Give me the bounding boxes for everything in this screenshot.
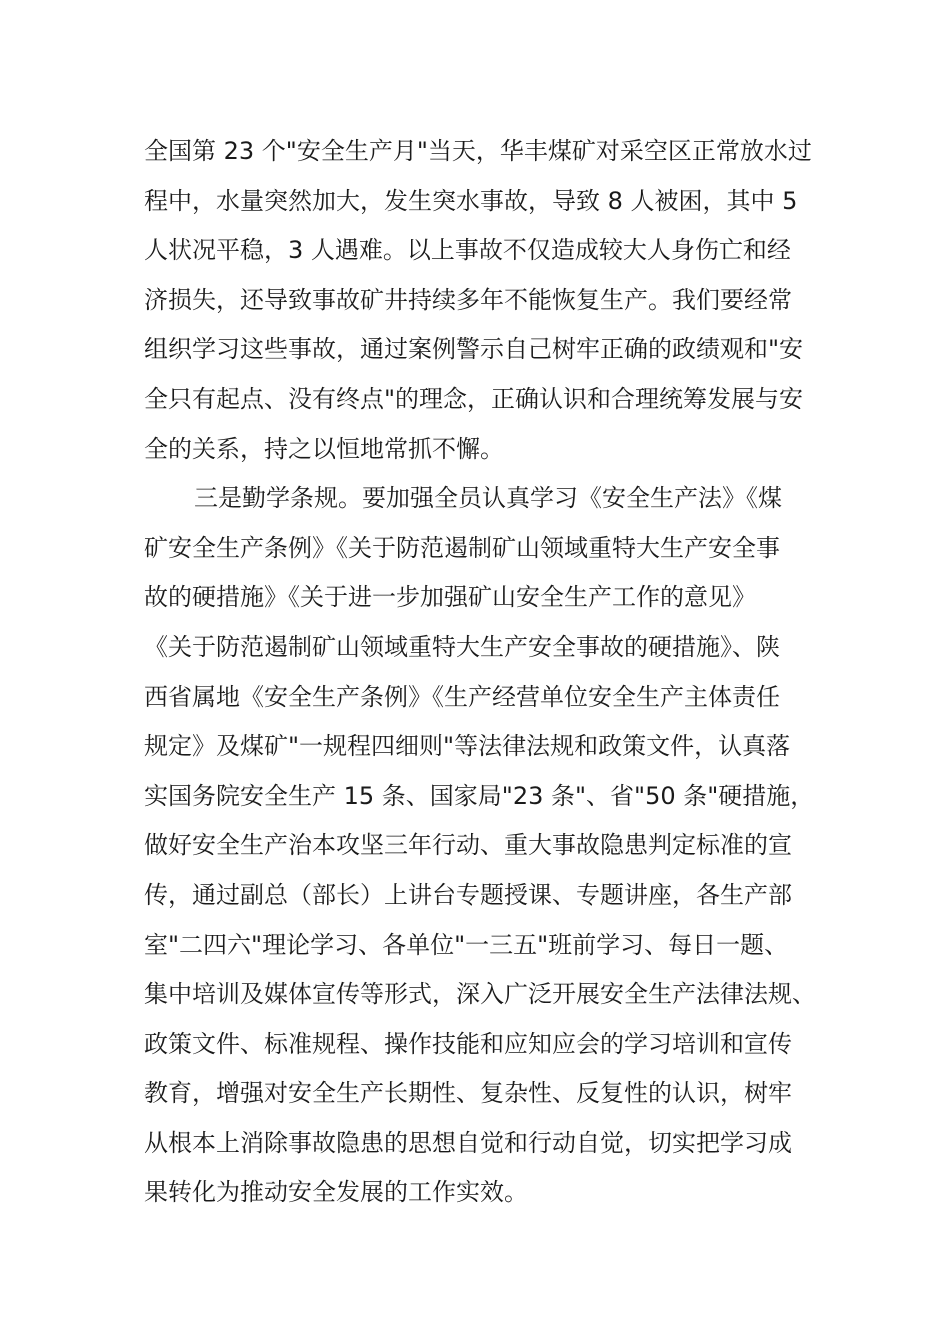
paragraph-1 — [144, 127, 844, 474]
paragraph-1-line-6: 全只有起点、没有终点"的理念，正确认识和合理统筹发展与安 — [144, 384, 804, 413]
paragraph-2-line-1: 三是勤学条规。要加强全员认真学习《安全生产法》《煤 — [194, 484, 782, 513]
paragraph-2-line-5: 西省属地《安全生产条例》《生产经营单位安全生产主体责任 — [144, 682, 780, 711]
paragraph-2 — [144, 474, 844, 1218]
paragraph-1-line-5: 组织学习这些事故，通过案例警示自己树牢正确的政绩观和"安 — [144, 335, 804, 364]
paragraph-1-line-1: 全国第 23 个"安全生产月"当天，华丰煤矿对采空区正常放水过 — [144, 137, 812, 165]
paragraph-2-line-13: 教育，增强对安全生产长期性、复杂性、反复性的认识，树牢 — [144, 1079, 792, 1108]
paragraph-1-line-3: 人状况平稳，3 人遇难。以上事故不仅造成较大人身伤亡和经 — [144, 236, 791, 265]
paragraph-2-line-3: 故的硬措施》《关于进一步加强矿山安全生产工作的意见》 — [144, 583, 756, 612]
paragraph-2-line-2: 矿安全生产条例》《关于防范遏制矿山领域重特大生产安全事 — [144, 533, 780, 562]
paragraph-2-line-15: 果转化为推动安全发展的工作实效。 — [144, 1178, 528, 1207]
paragraph-1-line-2: 程中，水量突然加大，发生突水事故，导致 8 人被困，其中 5 — [144, 186, 798, 215]
paragraph-2-line-6: 规定》及煤矿"一规程四细则"等法律法规和政策文件，认真落 — [144, 732, 791, 761]
paragraph-2-line-10: 室"二四六"理论学习、各单位"一三五"班前学习、每日一题、 — [144, 930, 789, 959]
paragraph-2-line-7: 实国务院安全生产 15 条、国家局"23 条"、省"50 条"硬措施， — [144, 781, 815, 810]
paragraph-2-line-12: 政策文件、标准规程、操作技能和应知应会的学习培训和宣传 — [144, 1029, 792, 1058]
paragraph-2-line-8: 做好安全生产治本攻坚三年行动、重大事故隐患判定标准的宣 — [144, 831, 792, 860]
paragraph-1-line-7: 全的关系，持之以恒地常抓不懈。 — [144, 434, 504, 463]
paragraph-2-line-11: 集中培训及媒体宣传等形式，深入广泛开展安全生产法律法规、 — [144, 980, 816, 1009]
paragraph-2-line-4: 《关于防范遏制矿山领域重特大生产安全事故的硬措施》、陕 — [144, 632, 780, 661]
paragraph-1-line-4: 济损失，还导致事故矿井持续多年不能恢复生产。我们要经常 — [144, 285, 792, 314]
paragraph-2-line-14: 从根本上消除事故隐患的思想自觉和行动自觉，切实把学习成 — [144, 1128, 792, 1157]
paragraph-2-line-9: 传，通过副总（部长）上讲台专题授课、专题讲座，各生产部 — [144, 880, 792, 909]
document-body — [144, 127, 844, 1218]
